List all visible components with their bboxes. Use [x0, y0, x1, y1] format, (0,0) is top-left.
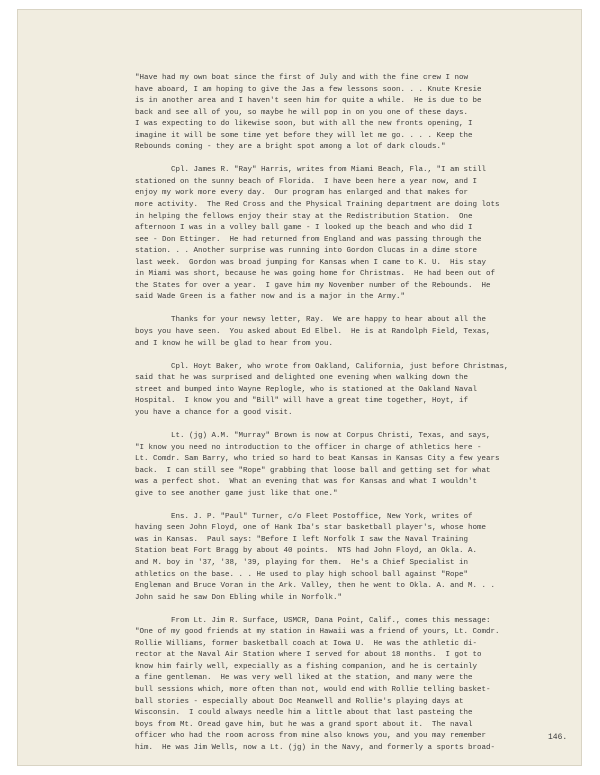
text-line: give to see another game just like that one.": [135, 489, 338, 498]
paragraph: [135, 73, 585, 154]
text-line: see - Don Ettinger. He had returned from England and was passing through the: [135, 235, 482, 244]
paragraph: [135, 165, 585, 304]
text-line: said Wade Green is a father now and is a major in the Army.": [135, 293, 406, 302]
text-line: back. I can still see "Rope" grabbing that loose ball and getting set for what: [135, 466, 491, 475]
text-line: "Have had my own boat since the first of July and with the fine crew I now: [135, 74, 469, 82]
text-line: "I know you need no introduction to the officer in charge of athletics here -: [135, 443, 482, 452]
text-line: Thanks for your newsy letter, Ray. We are happy to hear about all the: [135, 316, 487, 325]
text-line: "One of my good friends at my station in Hawaii was a friend of yours, Lt. Comdr.: [135, 628, 500, 637]
paragraph: [135, 431, 585, 500]
text-line: Rollie Williams, former basketball coach at Iowa U. He was the athletic di-: [135, 639, 478, 648]
text-line: Cpl. James R. "Ray" Harris, writes from Miami Beach, Fla., "I am still: [135, 166, 487, 175]
paragraph: [135, 512, 585, 604]
text-line: have aboard, I am hoping to give the Jas a few lessons soon. . . Knute Kresie: [135, 85, 482, 94]
text-line: is in another area and I haven't seen him for quite a while. He is due to be: [135, 97, 482, 106]
text-line: Lt. (jg) A.M. "Murray" Brown is now at Corpus Christi, Texas, and says,: [135, 431, 491, 440]
paragraph-gap: [135, 604, 585, 616]
text-line: boys you have seen. You asked about Ed Elbel. He is at Randolph Field, Texas,: [135, 328, 491, 337]
text-line: Engleman and Bruce Voran in the Ark. Valley, then he went to Okla. A. and M. . .: [135, 582, 496, 591]
text-line: street and bumped into Wayne Replogle, who is stationed at the Oakland Naval: [135, 385, 478, 394]
text-line: Station beat Fort Bragg by about 40 points. NTS had John Floyd, an Okla. A.: [135, 547, 478, 556]
text-line: was in Kansas. Paul says: "Before I left Norfolk I saw the Naval Training: [135, 535, 469, 544]
paragraph-gap: [135, 350, 585, 362]
text-line: Hospital. I know you and "Bill" will have a great time together, Hoyt, if: [135, 397, 469, 406]
paragraph-gap: [135, 500, 585, 512]
text-line: know him fairly well, expecially as a fishing companion, and he is certainly: [135, 662, 478, 671]
text-line: enjoy my work more every day. Our program has enlarged and that makes for: [135, 189, 469, 198]
text-line: in helping the fellows enjoy their stay at the Redistribution Station. One: [135, 212, 473, 221]
paragraph-gap: [135, 154, 585, 166]
paragraph-gap: [135, 419, 585, 431]
text-line: was a perfect shot. What an evening that was for Kansas and what I wouldn't: [135, 478, 478, 487]
text-line: I was expecting to do likewise soon, but with all the new fronts opening, I: [135, 120, 473, 129]
paragraph: [135, 362, 585, 420]
paragraph: [135, 616, 585, 755]
text-line: station. . . Another surprise was running into Gordon Clucas in a dime store: [135, 247, 478, 256]
text-line: rector at the Naval Air Station where I served for about 18 months. I got to: [135, 651, 482, 660]
text-line: stationed on the sunny beach of Florida. I have been here a year now, and I: [135, 177, 478, 186]
text-line: Rebounds coming - they are a bright spot among a lot of dark clouds.": [135, 143, 446, 152]
paragraph: [135, 315, 585, 350]
text-line: bull sessions which, more often than not, would end with Rollie telling basket-: [135, 685, 491, 694]
text-line: the States for over a year. I gave him my November number of the Rebounds. He: [135, 281, 491, 290]
text-line: you have a chance for a good visit.: [135, 408, 293, 417]
text-line: Lt. Comdr. Sam Barry, who tried so hard to beat Kansas in Kansas City a few years: [135, 455, 500, 464]
text-line: ball stories - especially about Doc Meanwell and Rollie's playing days at: [135, 697, 464, 706]
text-line: boys from Mt. Oread gave him, but he was a grand sport about it. The naval: [135, 720, 473, 729]
text-line: said that he was surprised and delighted one evening when walking down the: [135, 374, 469, 383]
text-line: John said he saw Don Ebling while in Norfolk.": [135, 593, 343, 602]
text-line: Ens. J. P. "Paul" Turner, c/o Fleet Postoffice, New York, writes of: [135, 512, 473, 521]
paragraph-gap: [135, 304, 585, 316]
text-line: Wisconsin. I could always needle him a little about that last pasteing the: [135, 709, 473, 718]
text-line: Cpl. Hoyt Baker, who wrote from Oakland, California, just before Christmas,: [135, 362, 509, 371]
text-line: athletics on the base. . . He used to play high school ball against "Rope": [135, 570, 469, 579]
text-line: and I know he will be glad to hear from you.: [135, 339, 334, 348]
text-line: From Lt. Jim R. Surface, USMCR, Dana Point, Calif., comes this message:: [135, 616, 491, 625]
text-line: him. He was Jim Wells, now a Lt. (jg) in the Navy, and formerly a sports broad-: [135, 743, 496, 752]
text-line: afternoon I was in a volley ball game - I looked up the beach and who did I: [135, 224, 473, 233]
text-line: more activity. The Red Cross and the Physical Training department are doing lots: [135, 201, 500, 210]
text-line: in Miami was short, because he was going home for Christmas. He had been out of: [135, 270, 496, 279]
text-line: imagine it will be some time yet before they will let me go. . . . Keep the: [135, 131, 473, 140]
page-number: 146.: [548, 733, 568, 742]
document-page: [18, 10, 581, 765]
text-line: and M. boy in '37, '38, '39, playing for them. He's a Chief Specialist in: [135, 558, 469, 567]
text-line: having seen John Floyd, one of Hank Iba's star basketball player's, whose home: [135, 524, 487, 533]
text-line: officer who had the room across from mine also knows you, and you may remember: [135, 732, 487, 741]
text-line: a fine gentleman. He was very well liked at the station, and many were the: [135, 674, 473, 683]
text-line: last week. Gordon was broad jumping for Kansas when I came to K. U. His stay: [135, 258, 487, 267]
typewritten-text: [135, 73, 585, 754]
text-line: back and see all of you, so maybe he will pop in on you one of these days.: [135, 108, 469, 117]
